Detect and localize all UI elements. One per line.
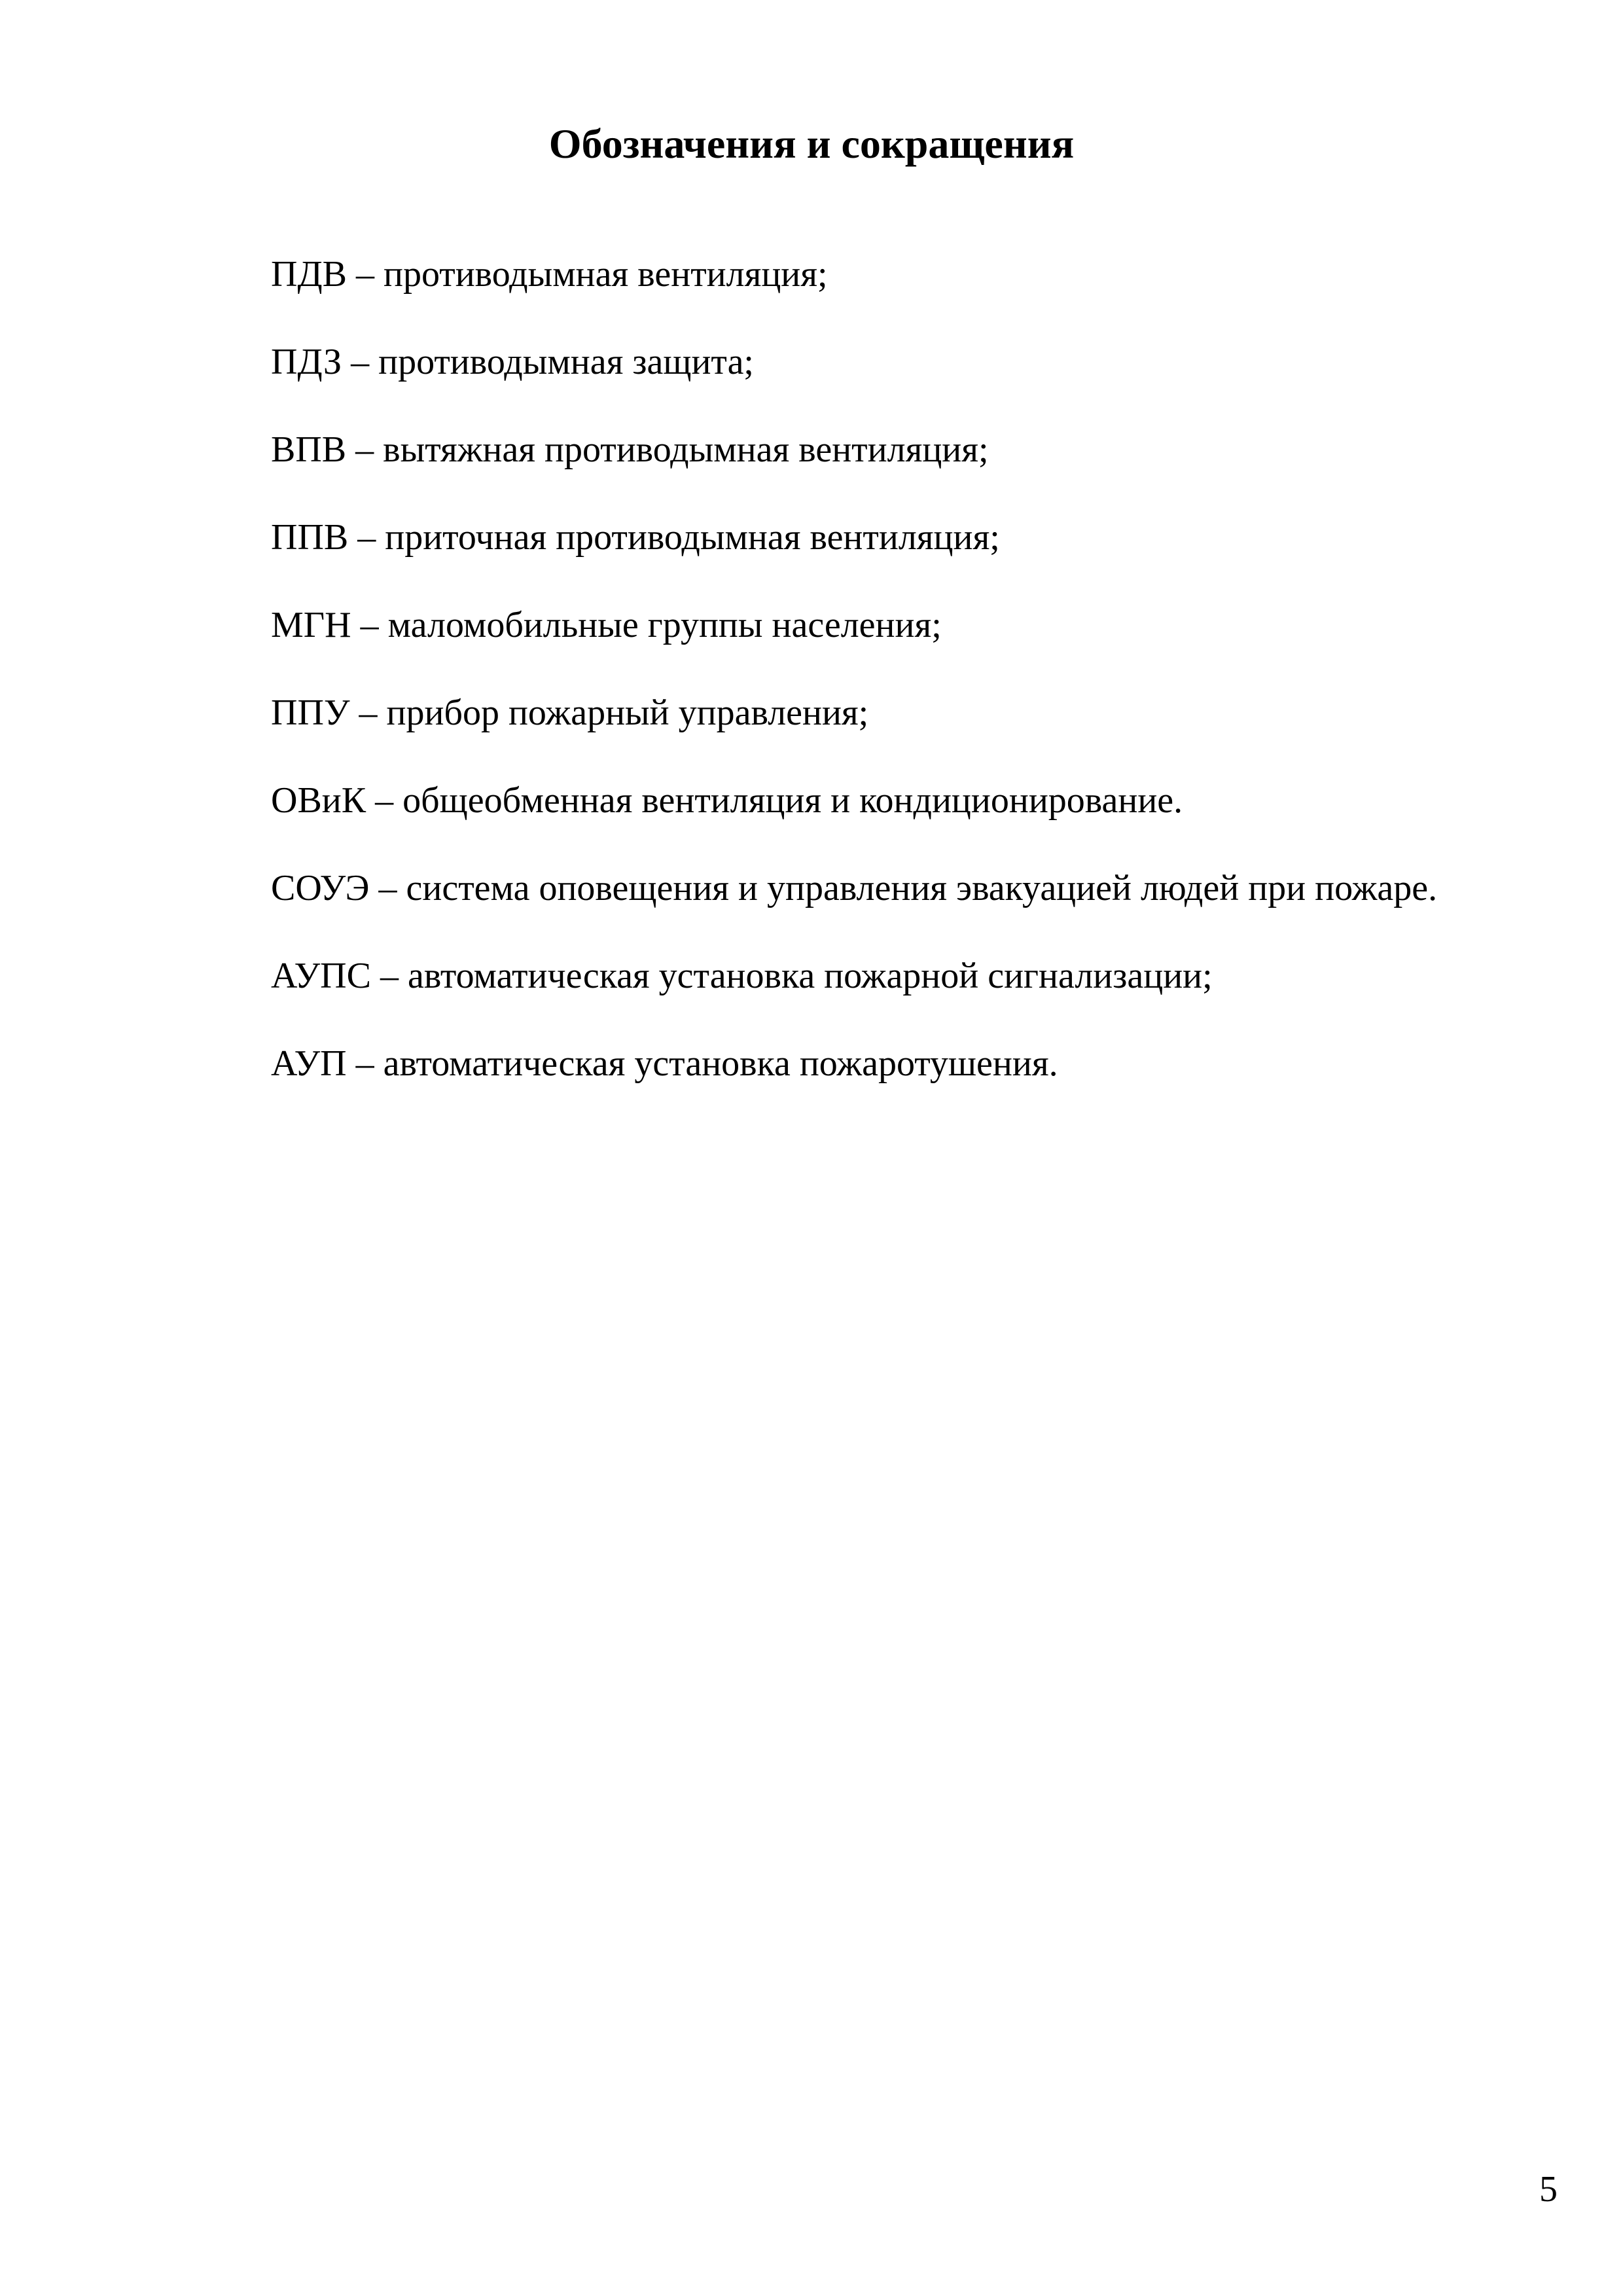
definition: противодымная защита; [378, 342, 754, 382]
abbreviation: СОУЭ [271, 868, 370, 908]
separator: – [349, 692, 387, 733]
separator: – [369, 868, 406, 908]
definition: маломобильные группы населения; [387, 605, 942, 645]
abbreviation-item [271, 596, 1437, 683]
abbreviation-item [271, 859, 1437, 946]
separator: – [351, 605, 388, 645]
abbreviation-list [271, 245, 1437, 1122]
separator: – [370, 956, 408, 996]
abbreviation-item [271, 245, 1437, 332]
page-title: Обозначения и сокращения [548, 120, 1075, 167]
separator: – [348, 517, 385, 558]
definition: автоматическая установка пожаротушения. [383, 1043, 1058, 1084]
abbreviation: ПДВ [271, 254, 347, 295]
abbreviation: МГН [271, 605, 351, 645]
separator: – [346, 1043, 383, 1084]
abbreviation: ВПВ [271, 429, 347, 470]
abbreviation-item [271, 508, 1437, 596]
abbreviation-item [271, 946, 1437, 1034]
abbreviation: ПДЗ [271, 342, 342, 382]
abbreviation: АУПС [271, 956, 371, 996]
definition: автоматическая установка пожарной сигнализации; [407, 956, 1213, 996]
abbreviation-item [271, 771, 1437, 859]
abbreviation-item [271, 420, 1437, 508]
definition: общеобменная вентиляция и кондиционирование. [402, 780, 1183, 821]
separator: – [342, 342, 379, 382]
separator: – [346, 429, 383, 470]
definition: противодымная вентиляция; [383, 254, 828, 295]
page-number: 5 [1539, 2169, 1558, 2210]
separator: – [366, 780, 403, 821]
abbreviation-item [271, 332, 1437, 420]
abbreviation: ОВиК [271, 780, 366, 821]
abbreviation: ППУ [271, 692, 350, 733]
definition: система оповещения и управления эвакуацией людей при пожаре. [406, 868, 1438, 908]
abbreviation: АУП [271, 1043, 347, 1084]
definition: приточная противодымная вентиляция; [385, 517, 1000, 558]
separator: – [347, 254, 383, 295]
abbreviation-item [271, 1034, 1437, 1122]
abbreviation: ППВ [271, 517, 349, 558]
definition: прибор пожарный управления; [386, 692, 869, 733]
abbreviation-item [271, 683, 1437, 771]
definition: вытяжная противодымная вентиляция; [383, 429, 989, 470]
